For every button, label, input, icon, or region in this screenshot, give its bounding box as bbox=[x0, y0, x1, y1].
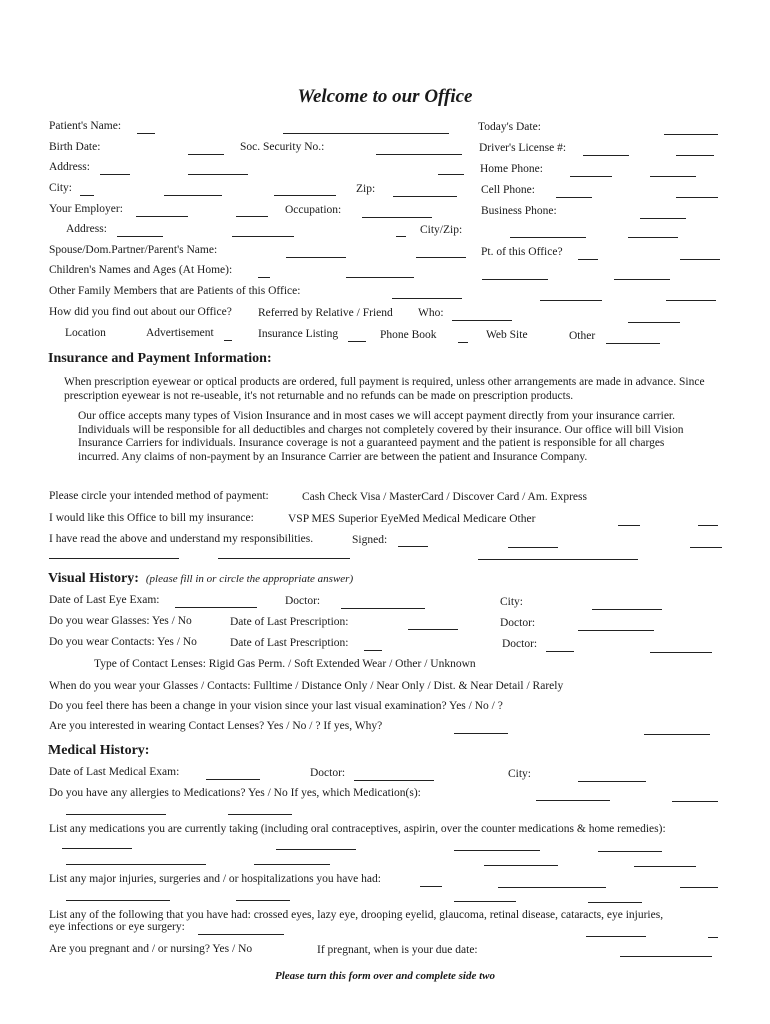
ssn-field[interactable] bbox=[376, 154, 462, 155]
contacts-doctor-field[interactable] bbox=[546, 651, 574, 652]
children-field-4[interactable] bbox=[614, 279, 670, 280]
last-medical-exam-field[interactable] bbox=[206, 779, 260, 780]
signature-field[interactable] bbox=[398, 546, 428, 547]
todays-date-field[interactable] bbox=[664, 134, 718, 135]
medications-line-2[interactable] bbox=[66, 864, 206, 865]
signature-field-2[interactable] bbox=[508, 547, 558, 548]
medications-line-2c[interactable] bbox=[484, 865, 558, 866]
contacts-doctor-label: Doctor: bbox=[502, 638, 538, 650]
contacts-interest-label[interactable]: Are you interested in wearing Contact Lenses? Yes / No / ? If yes, Why? bbox=[49, 720, 383, 732]
injuries-line-2d[interactable] bbox=[588, 902, 642, 903]
address-field-3[interactable] bbox=[438, 174, 464, 175]
employer-field[interactable] bbox=[136, 216, 188, 217]
occupation-label: Occupation: bbox=[285, 204, 342, 216]
allergies-field[interactable] bbox=[536, 800, 610, 801]
license-field[interactable] bbox=[583, 155, 629, 156]
cell-phone-field-2[interactable] bbox=[676, 197, 718, 198]
zip-field[interactable] bbox=[393, 196, 457, 197]
conditions-label-2: eye infections or eye surgery: bbox=[49, 921, 185, 933]
address-field[interactable] bbox=[100, 174, 130, 175]
other-family-label: Other Family Members that are Patients of this Office: bbox=[49, 285, 301, 297]
referred-label: Referred by Relative / Friend bbox=[258, 307, 393, 319]
children-field-2[interactable] bbox=[346, 277, 414, 278]
signed-label: Signed: bbox=[352, 534, 388, 546]
children-field-3[interactable] bbox=[482, 279, 548, 280]
source-insurance-listing[interactable]: Insurance Listing bbox=[258, 328, 339, 340]
lens-types-label[interactable]: Type of Contact Lenses: Rigid Gas Perm. / Soft Extended Wear / Other / Unknown bbox=[94, 658, 476, 670]
home-phone-field-2[interactable] bbox=[650, 176, 696, 177]
who-field[interactable] bbox=[452, 320, 512, 321]
how-find-label: How did you find out about our Office? bbox=[49, 306, 232, 318]
other-family-field-2[interactable] bbox=[540, 300, 602, 301]
pt-of-office-label: Pt. of this Office? bbox=[481, 246, 563, 258]
contacts-doctor-field-2[interactable] bbox=[650, 652, 712, 653]
birth-date-label: Birth Date: bbox=[49, 141, 101, 153]
source-other-field[interactable] bbox=[606, 343, 660, 344]
city-field-2[interactable] bbox=[164, 195, 222, 196]
other-family-field[interactable] bbox=[392, 298, 462, 299]
ssn-label: Soc. Security No.: bbox=[240, 141, 325, 153]
payment-method-label: Please circle your intended method of payment: bbox=[49, 490, 269, 502]
medications-field-3[interactable] bbox=[454, 850, 540, 851]
allergies-field-2[interactable] bbox=[672, 801, 718, 802]
conditions-label: List any of the following that you have had: crossed eyes, lazy eye, drooping eyelid, glaucoma, retinal disease, cataracts, eye injuries, bbox=[49, 909, 664, 921]
license-label: Driver's License #: bbox=[479, 142, 567, 154]
pt-of-office-field-2[interactable] bbox=[680, 259, 720, 260]
vision-change-label[interactable]: Do you feel there has been a change in your vision since your last visual examination? Yes / No / ? bbox=[49, 700, 503, 712]
who-label: Who: bbox=[418, 307, 444, 319]
license-field-2[interactable] bbox=[676, 155, 714, 156]
last-eye-exam-label: Date of Last Eye Exam: bbox=[49, 594, 160, 606]
eye-doctor-field[interactable] bbox=[341, 608, 425, 609]
source-location[interactable]: Location bbox=[65, 327, 106, 339]
allergies-label[interactable]: Do you have any allergies to Medications? Yes / No If yes, which Medication(s): bbox=[49, 787, 421, 799]
when-wear-label[interactable]: When do you wear your Glasses / Contacts: Fulltime / Distance Only / Near Only / Dist. & Near Detail / Rarely bbox=[49, 680, 564, 692]
pt-of-office-field[interactable] bbox=[578, 259, 598, 260]
visual-history-note: (please fill in or circle the appropriate answer) bbox=[145, 573, 354, 585]
footer-instruction: Please turn this form over and complete side two bbox=[275, 970, 495, 982]
visual-history-heading bbox=[48, 572, 353, 586]
source-insurance-listing-field[interactable] bbox=[348, 341, 366, 342]
bill-insurance-label: I would like this Office to bill my insurance: bbox=[49, 512, 254, 524]
glasses-last-rx-label: Date of Last Prescription: bbox=[230, 616, 349, 628]
medications-line-2d[interactable] bbox=[634, 866, 696, 867]
spouse-label: Spouse/Dom.Partner/Parent's Name: bbox=[49, 244, 218, 256]
pregnant-label[interactable]: Are you pregnant and / or nursing? Yes / No bbox=[49, 943, 253, 955]
children-label: Children's Names and Ages (At Home): bbox=[49, 264, 233, 276]
employer-address-field-2[interactable] bbox=[232, 236, 294, 237]
business-phone-label: Business Phone: bbox=[481, 205, 557, 217]
employer-field-2[interactable] bbox=[236, 216, 268, 217]
due-date-field[interactable] bbox=[620, 956, 712, 957]
medications-field-2[interactable] bbox=[276, 849, 356, 850]
last-medical-exam-label: Date of Last Medical Exam: bbox=[49, 766, 180, 778]
glasses-last-rx-field[interactable] bbox=[408, 629, 458, 630]
home-phone-label: Home Phone: bbox=[480, 163, 543, 175]
medications-line-2b[interactable] bbox=[254, 864, 330, 865]
due-date-label: If pregnant, when is your due date: bbox=[317, 944, 478, 956]
wear-glasses-label[interactable]: Do you wear Glasses: Yes / No bbox=[49, 615, 192, 627]
city-field[interactable] bbox=[80, 195, 94, 196]
address-label: Address: bbox=[49, 161, 90, 173]
source-phone-book[interactable]: Phone Book bbox=[380, 329, 437, 341]
employer-address-field[interactable] bbox=[117, 236, 163, 237]
injuries-field-3[interactable] bbox=[680, 887, 718, 888]
cell-phone-field[interactable] bbox=[556, 197, 592, 198]
business-phone-field[interactable] bbox=[640, 218, 686, 219]
insurance-options[interactable]: VSP MES Superior EyeMed Medical Medicare Other bbox=[288, 513, 536, 525]
eye-city-field[interactable] bbox=[592, 609, 662, 610]
source-web-site[interactable]: Web Site bbox=[486, 329, 528, 341]
signature-line-right[interactable] bbox=[478, 559, 638, 560]
spouse-field[interactable] bbox=[286, 257, 346, 258]
injuries-field-2[interactable] bbox=[498, 887, 606, 888]
who-field-2[interactable] bbox=[628, 322, 680, 323]
insurance-paragraph-1: When prescription eyewear or optical products are ordered, full payment is required, unless other arrangements are made in advance. Since prescription eyewear is not re-useable, it's not returnable and no refunds can be made on prescription products. bbox=[64, 376, 705, 402]
city-field-3[interactable] bbox=[274, 195, 336, 196]
conditions-field-3[interactable] bbox=[708, 937, 718, 938]
signature-field-3[interactable] bbox=[690, 547, 722, 548]
allergies-line-2b[interactable] bbox=[228, 814, 292, 815]
medical-history-heading: Medical History: bbox=[48, 743, 150, 758]
city-zip-field[interactable] bbox=[510, 237, 586, 238]
patient-name-field[interactable] bbox=[137, 133, 155, 134]
city-label: City: bbox=[49, 182, 73, 194]
form-title: Welcome to our Office bbox=[297, 86, 473, 107]
occupation-field[interactable] bbox=[362, 217, 432, 218]
medical-doctor-field[interactable] bbox=[354, 780, 434, 781]
source-advertisement[interactable]: Advertisement bbox=[146, 327, 214, 339]
other-family-field-3[interactable] bbox=[666, 300, 716, 301]
glasses-doctor-label: Doctor: bbox=[500, 617, 536, 629]
glasses-doctor-field[interactable] bbox=[578, 630, 654, 631]
children-field[interactable] bbox=[258, 277, 270, 278]
medical-city-label: City: bbox=[508, 768, 532, 780]
injuries-label: List any major injuries, surgeries and / or hospitalizations you have had: bbox=[49, 873, 381, 885]
injuries-line-2[interactable] bbox=[66, 900, 170, 901]
signature-line-left[interactable] bbox=[49, 558, 179, 559]
insurance-other-field-2[interactable] bbox=[698, 525, 718, 526]
patient-name-field-2[interactable] bbox=[283, 133, 449, 134]
insurance-heading: Insurance and Payment Information: bbox=[48, 351, 272, 366]
contacts-why-field-2[interactable] bbox=[644, 734, 710, 735]
conditions-field-2[interactable] bbox=[586, 936, 646, 937]
employer-label: Your Employer: bbox=[49, 203, 123, 215]
signature-line-mid[interactable] bbox=[218, 558, 350, 559]
address-field-2[interactable] bbox=[188, 174, 248, 175]
home-phone-field[interactable] bbox=[570, 176, 612, 177]
contacts-last-rx-label: Date of Last Prescription: bbox=[230, 637, 349, 649]
birth-date-field[interactable] bbox=[188, 154, 224, 155]
city-zip-field-2[interactable] bbox=[628, 237, 678, 238]
injuries-line-2b[interactable] bbox=[236, 900, 290, 901]
eye-city-label: City: bbox=[500, 596, 524, 608]
employer-address-label: Address: bbox=[66, 223, 107, 235]
medical-doctor-label: Doctor: bbox=[310, 767, 346, 779]
wear-contacts-label[interactable]: Do you wear Contacts: Yes / No bbox=[49, 636, 197, 648]
todays-date-label: Today's Date: bbox=[478, 121, 541, 133]
zip-label: Zip: bbox=[356, 183, 376, 195]
contacts-why-field[interactable] bbox=[454, 733, 508, 734]
payment-options[interactable]: Cash Check Visa / MasterCard / Discover Card / Am. Express bbox=[302, 491, 587, 503]
medications-label: List any medications you are currently taking (including oral contraceptives, aspirin, over the counter medications & home remedies): bbox=[49, 823, 666, 835]
medications-field-4[interactable] bbox=[598, 851, 662, 852]
source-advertisement-field[interactable] bbox=[224, 340, 232, 341]
injuries-line-2c[interactable] bbox=[454, 901, 516, 902]
insurance-other-field[interactable] bbox=[618, 525, 640, 526]
employer-address-field-3[interactable] bbox=[396, 236, 406, 237]
source-phone-book-field[interactable] bbox=[458, 342, 468, 343]
injuries-field[interactable] bbox=[420, 886, 442, 887]
read-above-label: I have read the above and understand my responsibilities. bbox=[49, 533, 314, 545]
spouse-field-2[interactable] bbox=[416, 257, 466, 258]
medical-city-field[interactable] bbox=[578, 781, 646, 782]
allergies-line-2[interactable] bbox=[66, 814, 166, 815]
visual-history-title: Visual History: bbox=[48, 571, 139, 586]
insurance-paragraph-2: Our office accepts many types of Vision Insurance and in most cases we will accept payment directly from your insurance carrier. Individuals will be responsible for all deductibles and charges not completely covered by their insurance. Our office will bill Vision Insurance Carriers for individuals. Insurance coverage is not a guaranteed payment and the patient is responsible for all charges incurred. Any claims of non-payment by an Insurance Carrier are between the patient and Insurance Company. bbox=[78, 410, 684, 463]
cell-phone-label: Cell Phone: bbox=[481, 184, 535, 196]
conditions-field[interactable] bbox=[198, 934, 284, 935]
last-eye-exam-field[interactable] bbox=[175, 607, 257, 608]
medications-field[interactable] bbox=[62, 848, 132, 849]
contacts-last-rx-field[interactable] bbox=[364, 650, 382, 651]
city-zip-label: City/Zip: bbox=[420, 224, 463, 236]
source-other[interactable]: Other bbox=[569, 330, 596, 342]
patient-name-label: Patient's Name: bbox=[49, 120, 122, 132]
eye-doctor-label: Doctor: bbox=[285, 595, 321, 607]
